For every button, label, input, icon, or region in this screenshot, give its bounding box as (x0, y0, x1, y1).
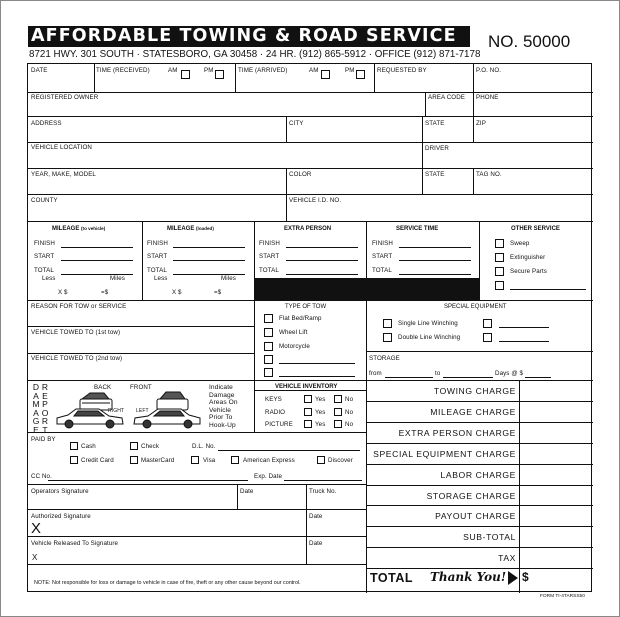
time-received-pm-checkbox[interactable] (215, 70, 224, 79)
report-vertical: R E P O R T (41, 382, 49, 435)
motorcycle-label: Motorcycle (279, 343, 310, 350)
exp-date-label: Exp. Date (254, 473, 283, 480)
radio-no-checkbox[interactable] (334, 408, 342, 416)
ep-start-label: START (259, 253, 280, 260)
extra-person-blackout (255, 278, 366, 300)
charge-label: EXTRA PERSON CHARGE (398, 427, 516, 438)
special-equipment-title: SPECIAL EQUIPMENT (444, 304, 507, 310)
motorcycle-checkbox[interactable] (264, 342, 273, 351)
area-code-label: AREA CODE (428, 94, 466, 101)
ml-xs-label: X $ (172, 289, 182, 296)
st-total-label: TOTAL (372, 267, 392, 274)
car-front-label: FRONT (130, 384, 152, 391)
picture-no-checkbox[interactable] (334, 420, 342, 428)
paid-by-label: PAID BY (31, 436, 56, 443)
mileage-loaded-title: MILEAGE (loaded) (167, 226, 214, 232)
arrow-right-icon (508, 571, 518, 585)
tow-form (27, 63, 592, 592)
year-make-model-label: YEAR, MAKE, MODEL (31, 171, 96, 178)
picture-no-label: No (345, 421, 354, 428)
ep-finish-label: FINISH (259, 240, 280, 247)
towed-to-2-label: VEHICLE TOWED TO (2nd tow) (31, 355, 123, 362)
keys-no-label: No (345, 396, 354, 403)
radio-no-label: No (345, 409, 354, 416)
amex-checkbox[interactable] (231, 456, 239, 464)
radio-label: RADIO (265, 409, 286, 416)
double-winch-label: Double Line Winching (398, 334, 461, 341)
storage-days-label: Days @ $ (495, 370, 524, 377)
released-x: X (32, 553, 38, 562)
time-arrived-am-checkbox[interactable] (321, 70, 330, 79)
damage-report-vertical: D A M A G E (32, 382, 40, 435)
charge-amount-field[interactable] (520, 423, 592, 442)
released-signature-label: Vehicle Released To Signature (31, 540, 119, 547)
extinguisher-checkbox[interactable] (495, 253, 504, 262)
charge-amount-field[interactable] (520, 506, 592, 525)
company-name: AFFORDABLE TOWING & ROAD SERVICE (28, 26, 470, 47)
authorized-x: X (31, 520, 42, 537)
single-winch-label: Single Line Winching (398, 320, 458, 327)
reason-for-tow-label: REASON FOR TOW or SERVICE (31, 303, 127, 310)
charge-label: TOWING CHARGE (433, 386, 516, 396)
other-service-title: OTHER SERVICE (511, 226, 560, 232)
state-label: STATE (425, 120, 445, 127)
mv-eq-label: =$ (101, 289, 109, 296)
truck-no-label: Truck No. (309, 488, 337, 495)
vehicle-inventory-title: VEHICLE INVENTORY (275, 384, 338, 390)
charge-label: SUB-TOTAL (463, 532, 516, 543)
type-of-tow-title: TYPE OF TOW (285, 304, 327, 310)
charge-amount-field[interactable] (520, 444, 592, 463)
authorized-signature-label: Authorized Signature (31, 513, 91, 520)
car-left-icon (134, 409, 200, 428)
car-back-label: BACK (94, 384, 112, 391)
ml-finish-label: FINISH (147, 240, 168, 247)
extra-person-title: EXTRA PERSON (284, 226, 332, 232)
charge-amount-field[interactable] (520, 465, 592, 484)
phone-label: PHONE (476, 94, 499, 101)
flatbed-checkbox[interactable] (264, 314, 273, 323)
check-checkbox[interactable] (130, 442, 138, 450)
credit-card-checkbox[interactable] (70, 456, 78, 464)
single-winch-checkbox[interactable] (383, 319, 392, 328)
sweep-checkbox[interactable] (495, 239, 504, 248)
sweep-label: Sweep (510, 240, 530, 247)
total-dollar: $ (522, 570, 529, 584)
tag-no-label: TAG NO. (476, 171, 502, 178)
secure-parts-checkbox[interactable] (495, 267, 504, 276)
charge-amount-field[interactable] (520, 381, 592, 400)
wheel-lift-checkbox[interactable] (264, 328, 273, 337)
credit-card-label: Credit Card (81, 457, 114, 464)
total-label: TOTAL (370, 571, 414, 585)
spec-blank-checkbox-2[interactable] (483, 333, 492, 342)
vehicle-location-label: VEHICLE LOCATION (31, 144, 92, 151)
mastercard-checkbox[interactable] (130, 456, 138, 464)
ep-total-label: TOTAL (259, 267, 279, 274)
double-winch-checkbox[interactable] (383, 333, 392, 342)
liability-note: NOTE: Not responsible for loss or damage to vehicle in case of fire, theft or any other cause beyond our control. (34, 580, 301, 586)
charge-amount-field[interactable] (520, 527, 592, 546)
radio-yes-checkbox[interactable] (304, 408, 312, 416)
ml-less-label: Less (154, 275, 168, 282)
amex-label: American Express (243, 457, 295, 464)
storage-from-label: from (369, 370, 382, 377)
other-service-blank-checkbox[interactable] (495, 281, 504, 290)
dl-no-label: D.L. No. (192, 443, 216, 450)
time-received-pm-label: PM (204, 67, 214, 74)
zip-label: ZIP (476, 120, 486, 127)
st-finish-label: FINISH (372, 240, 393, 247)
time-arrived-am-label: AM (309, 67, 319, 74)
car-front-icon (157, 392, 188, 410)
mv-xs-label: X $ (58, 289, 68, 296)
picture-yes-checkbox[interactable] (304, 420, 312, 428)
time-arrived-pm-checkbox[interactable] (356, 70, 365, 79)
mastercard-label: MasterCard (141, 457, 175, 464)
time-arrived-label: TIME (ARRIVED) (238, 67, 288, 74)
charge-amount-field[interactable] (520, 402, 592, 421)
indicate-damage-text: Indicate Damage Areas On Vehicle Prior To Hook-Up (209, 384, 238, 429)
keys-no-checkbox[interactable] (334, 395, 342, 403)
authorized-date-label: Date (309, 513, 323, 520)
keys-yes-label: Yes (315, 396, 326, 403)
time-arrived-pm-label: PM (345, 67, 355, 74)
picture-yes-label: Yes (315, 421, 326, 428)
discover-label: Discover (328, 457, 353, 464)
tow-blank-checkbox-1[interactable] (264, 355, 273, 364)
cash-checkbox[interactable] (70, 442, 78, 450)
st-start-label: START (372, 253, 393, 260)
storage-label: STORAGE (369, 355, 400, 362)
check-label: Check (141, 443, 160, 450)
operator-date-label: Date (240, 488, 254, 495)
mv-start-label: START (34, 253, 55, 260)
requested-by-label: REQUESTED BY (377, 67, 427, 74)
county-label: COUNTY (31, 197, 58, 204)
registered-owner-label: REGISTERED OWNER (31, 94, 99, 101)
charge-label: PAYOUT CHARGE (435, 511, 516, 522)
vehicle-id-label: VEHICLE I.D. NO. (289, 197, 342, 204)
color-label: COLOR (289, 171, 312, 178)
picture-label: PICTURE (265, 421, 293, 428)
visa-checkbox[interactable] (191, 456, 199, 464)
mv-finish-label: FINISH (34, 240, 55, 247)
service-time-blackout (367, 278, 479, 300)
form-code: FORM TI-4TARSS50 (540, 594, 585, 599)
keys-label: KEYS (265, 396, 282, 403)
car-right-icon (57, 409, 123, 428)
ml-miles-label: Miles (221, 275, 236, 282)
secure-parts-label: Secure Parts (510, 268, 547, 275)
cc-no-label: CC No. (31, 473, 52, 480)
charge-amount-field[interactable] (520, 486, 592, 505)
mv-less-label: Less (42, 275, 56, 282)
ml-start-label: START (147, 253, 168, 260)
time-received-am-checkbox[interactable] (181, 70, 190, 79)
operator-signature-label: Operators Signature (31, 488, 89, 495)
tow-blank-checkbox-2[interactable] (264, 368, 273, 377)
extinguisher-label: Extinguisher (510, 254, 546, 261)
mv-miles-label: Miles (110, 275, 125, 282)
spec-blank-checkbox-1[interactable] (483, 319, 492, 328)
charge-label: LABOR CHARGE (440, 469, 516, 480)
date-label: DATE (31, 67, 48, 74)
company-address: 8721 HWY. 301 SOUTH · STATESBORO, GA 30458 · 24 HR. (912) 865-5912 · OFFICE (912) 871-7178 (29, 49, 481, 60)
flatbed-label: Flat Bed/Ramp (279, 315, 322, 322)
ml-eq-label: =$ (214, 289, 222, 296)
invoice-number: NO. 50000 (488, 32, 571, 51)
mileage-to-vehicle-title: MILEAGE (to vehicle) (52, 226, 106, 232)
cash-label: Cash (81, 443, 96, 450)
charge-label: MILEAGE CHARGE (430, 406, 516, 417)
vehicle-diagram (54, 390, 208, 432)
ml-total-label: TOTAL (147, 267, 167, 274)
time-received-am-label: AM (168, 67, 178, 74)
address-label: ADDRESS (31, 120, 62, 127)
mv-total-label: TOTAL (34, 267, 54, 274)
visa-label: Visa (203, 457, 216, 464)
car-back-icon (80, 393, 112, 410)
city-label: CITY (289, 120, 304, 127)
charge-amount-field[interactable] (520, 548, 592, 567)
discover-checkbox[interactable] (317, 456, 325, 464)
storage-to-label: to (435, 370, 441, 377)
radio-yes-label: Yes (315, 409, 326, 416)
towed-to-1-label: VEHICLE TOWED TO (1st tow) (31, 329, 121, 336)
po-number-label: P.O. NO. (476, 67, 502, 74)
state-label-2: STATE (425, 171, 445, 178)
thank-you-text: Thank You! (430, 570, 507, 584)
keys-yes-checkbox[interactable] (304, 395, 312, 403)
charge-label: TAX (498, 553, 516, 564)
driver-label: DRIVER (425, 145, 449, 152)
time-received-label: TIME (RECEIVED) (96, 67, 150, 74)
service-time-title: SERVICE TIME (396, 226, 439, 232)
wheel-lift-label: Wheel Lift (279, 329, 308, 336)
released-date-label: Date (309, 540, 323, 547)
car-right-label: RIGHT (108, 408, 125, 414)
car-left-label: LEFT (136, 408, 149, 414)
charge-label: SPECIAL EQUIPMENT CHARGE (373, 448, 516, 459)
charge-label: STORAGE CHARGE (426, 490, 516, 501)
